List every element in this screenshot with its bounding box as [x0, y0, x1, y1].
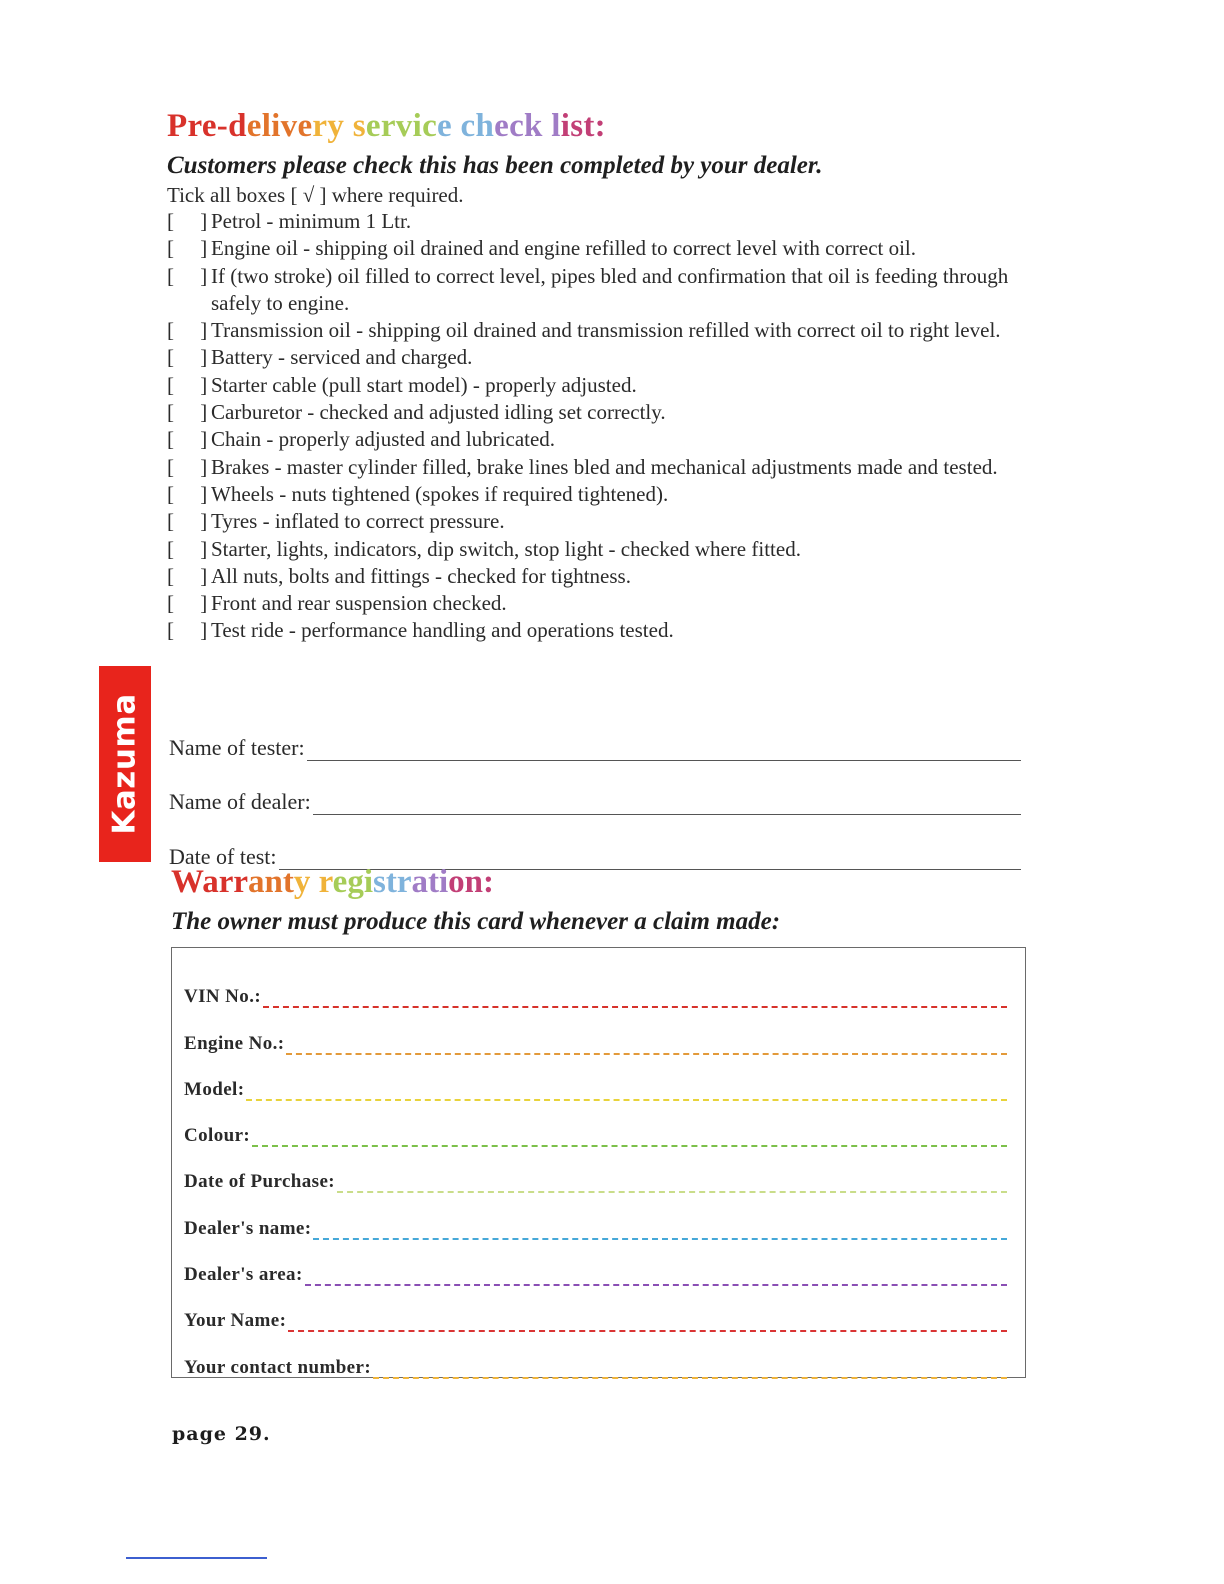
warranty-field-label: VIN No.: — [184, 986, 262, 1008]
checklist-item-text: Engine oil - shipping oil drained and engine refilled to correct level with correct oil. — [211, 236, 917, 261]
title-letter: t — [428, 864, 439, 900]
checklist-item — [167, 454, 1037, 481]
checklist-item — [167, 426, 1037, 453]
checkbox[interactable]: [ ] — [167, 345, 208, 370]
checklist-item — [167, 372, 1037, 399]
warranty-input-line[interactable] — [337, 1177, 1007, 1193]
title-letter: i — [271, 108, 281, 144]
footer-rule — [126, 1557, 267, 1559]
checklist-item-text: Starter cable (pull start model) - properly adjusted. — [211, 372, 637, 397]
warranty-field-label: Engine No.: — [184, 1032, 285, 1054]
page-number: page 29. — [172, 1423, 271, 1445]
checklist-instruction: Tick all boxes [ √ ] where required. — [167, 183, 464, 207]
warranty-field-label: Your Name: — [184, 1310, 287, 1332]
warranty-input-line[interactable] — [263, 992, 1007, 1008]
warranty-field — [184, 1101, 1007, 1147]
checklist-item-text: All nuts, bolts and fittings - checked for tightness. — [211, 563, 631, 588]
title-letter: r — [318, 864, 333, 900]
title-letter — [310, 864, 318, 900]
checklist-item — [167, 617, 1037, 644]
title-letter: : — [594, 108, 606, 144]
warranty-input-line[interactable] — [246, 1085, 1007, 1101]
warranty-card — [171, 947, 1026, 1378]
checklist-item — [167, 399, 1037, 426]
warranty-input-line[interactable] — [252, 1131, 1007, 1147]
tester-name-field — [169, 706, 1021, 761]
title-letter: g — [347, 864, 364, 900]
checkbox[interactable]: [ ] — [167, 481, 208, 506]
warranty-field — [184, 1286, 1007, 1332]
title-letter: y — [293, 864, 311, 900]
warranty-field — [184, 1240, 1007, 1286]
warranty-field-label: Dealer's area: — [184, 1264, 303, 1286]
checklist-item — [167, 208, 1037, 235]
checkbox[interactable]: [ ] — [167, 509, 208, 534]
warranty-title — [171, 864, 494, 901]
checklist-item-text: Brakes - master cylinder filled, brake lines bled and mechanical adjustments made and tested. — [211, 454, 998, 479]
warranty-field — [184, 962, 1007, 1008]
checkbox[interactable]: [ ] — [167, 372, 208, 397]
checkbox[interactable]: [ ] — [167, 318, 208, 343]
title-letter: t — [282, 864, 294, 900]
title-letter: - — [216, 108, 229, 144]
checklist-item — [167, 317, 1037, 344]
title-letter: c — [422, 108, 438, 144]
warranty-field-label: Your contact number: — [184, 1356, 372, 1378]
checkbox[interactable]: [ ] — [167, 263, 208, 288]
checklist-item-text: Petrol - minimum 1 Ltr. — [211, 209, 412, 233]
title-letter: h — [475, 108, 495, 144]
checklist-item-text: Battery - serviced and charged. — [211, 345, 473, 370]
checklist-item — [167, 344, 1037, 371]
title-letter: P — [167, 108, 188, 144]
checkbox[interactable]: [ ] — [167, 209, 208, 233]
checkbox[interactable]: [ ] — [167, 454, 208, 479]
checklist-item-text: If (two stroke) oil filled to correct level, pipes bled and confirmation that oil is feeding through safely to engine. — [211, 263, 1009, 315]
title-letter: k — [524, 108, 543, 144]
checklist-item — [167, 481, 1037, 508]
checklist-item — [167, 590, 1037, 617]
title-letter: a — [202, 864, 219, 900]
title-letter: e — [494, 108, 510, 144]
checklist-item-text: Chain - properly adjusted and lubricated. — [211, 427, 556, 452]
warranty-field-label: Dealer's name: — [184, 1217, 312, 1239]
title-letter: n — [264, 864, 283, 900]
title-letter: r — [233, 864, 248, 900]
title-letter — [344, 108, 353, 144]
checklist-item-text: Transmission oil - shipping oil drained and transmission refilled with correct oil to right level. — [211, 318, 1001, 343]
checkbox[interactable]: [ ] — [167, 563, 208, 588]
title-letter: r — [312, 108, 328, 144]
title-letter: i — [560, 108, 571, 144]
checklist-item-text: Wheels - nuts tightened (spokes if required tightened). — [211, 481, 669, 506]
title-letter: r — [187, 108, 202, 144]
title-letter: i — [363, 864, 373, 900]
checklist — [167, 208, 1037, 645]
title-letter: c — [509, 108, 525, 144]
warranty-input-line[interactable] — [313, 1224, 1007, 1240]
title-letter: e — [201, 108, 217, 144]
warranty-input-line[interactable] — [286, 1039, 1007, 1055]
brand-tab — [99, 666, 151, 862]
title-letter: r — [396, 864, 412, 900]
warranty-field — [184, 1008, 1007, 1054]
warranty-input-line[interactable] — [373, 1363, 1007, 1379]
title-letter: o — [448, 864, 465, 900]
checklist-item-text: Tyres - inflated to correct pressure. — [211, 509, 505, 534]
checklist-item — [167, 508, 1037, 535]
checkbox[interactable]: [ ] — [167, 618, 208, 643]
title-letter: i — [439, 864, 449, 900]
title-letter: s — [570, 108, 584, 144]
title-letter — [543, 108, 552, 144]
warranty-field-label: Colour: — [184, 1125, 251, 1147]
title-letter: t — [583, 108, 595, 144]
warranty-field-label: Model: — [184, 1078, 245, 1100]
warranty-input-line[interactable] — [305, 1270, 1007, 1286]
title-letter: e — [365, 108, 381, 144]
title-letter — [452, 108, 461, 144]
brand-logo: Kazuma — [107, 693, 143, 835]
title-letter: v — [395, 108, 413, 144]
title-letter: i — [412, 108, 423, 144]
warranty-subtitle: The owner must produce this card whenever a claim made: — [171, 908, 781, 935]
checklist-title — [167, 108, 606, 145]
title-letter: e — [297, 108, 313, 144]
title-letter: l — [261, 108, 272, 144]
checklist-item — [167, 235, 1037, 262]
title-letter: n — [464, 864, 484, 900]
title-letter: d — [228, 108, 247, 144]
title-letter: t — [385, 864, 397, 900]
checkbox[interactable]: [ ] — [167, 400, 208, 425]
warranty-field — [184, 1193, 1007, 1239]
checkbox[interactable]: [ ] — [167, 427, 208, 452]
title-letter: s — [373, 864, 386, 900]
title-letter: v — [280, 108, 298, 144]
title-letter: r — [218, 864, 234, 900]
checklist-subtitle: Customers please check this has been completed by your dealer. — [167, 152, 823, 179]
checklist-item-text: Carburetor - checked and adjusted idling set correctly. — [211, 400, 666, 425]
title-letter: e — [332, 864, 348, 900]
checkbox[interactable]: [ ] — [167, 536, 208, 561]
title-letter: W — [171, 864, 203, 900]
tester-fields — [169, 706, 1021, 870]
title-letter: e — [437, 108, 452, 144]
field-label: Name of dealer: — [169, 789, 311, 814]
title-letter: e — [246, 108, 262, 144]
title-letter: l — [551, 108, 561, 144]
dealer-name-input-line[interactable] — [313, 798, 1021, 815]
checklist-item — [167, 263, 1037, 318]
checklist-item-text: Test ride - performance handling and operations tested. — [211, 618, 674, 643]
title-letter: a — [248, 864, 265, 900]
warranty-field — [184, 1332, 1007, 1378]
field-label: Name of tester: — [169, 734, 305, 760]
warranty-input-line[interactable] — [288, 1316, 1007, 1332]
warranty-field-label: Date of Purchase: — [184, 1171, 336, 1193]
checkbox[interactable]: [ ] — [167, 591, 208, 616]
field-label: Date of test: — [169, 843, 277, 869]
title-letter: s — [352, 108, 366, 144]
warranty-field — [184, 1055, 1007, 1101]
title-letter: c — [460, 108, 476, 144]
checklist-item-text: Front and rear suspension checked. — [211, 591, 507, 616]
title-letter: r — [380, 108, 396, 144]
dealer-name-field — [169, 761, 1021, 816]
checklist-item — [167, 536, 1037, 563]
title-letter: y — [327, 108, 345, 144]
checkbox[interactable]: [ ] — [167, 236, 208, 261]
checklist-item-text: Starter, lights, indicators, dip switch, stop light - checked where fitted. — [211, 536, 801, 561]
tester-name-input-line[interactable] — [307, 744, 1021, 761]
title-letter: : — [483, 864, 495, 900]
warranty-field — [184, 1147, 1007, 1193]
warranty-fields — [184, 962, 1007, 1379]
test-date-field — [169, 815, 1021, 870]
checklist-item — [167, 563, 1037, 590]
title-letter: a — [411, 864, 428, 900]
